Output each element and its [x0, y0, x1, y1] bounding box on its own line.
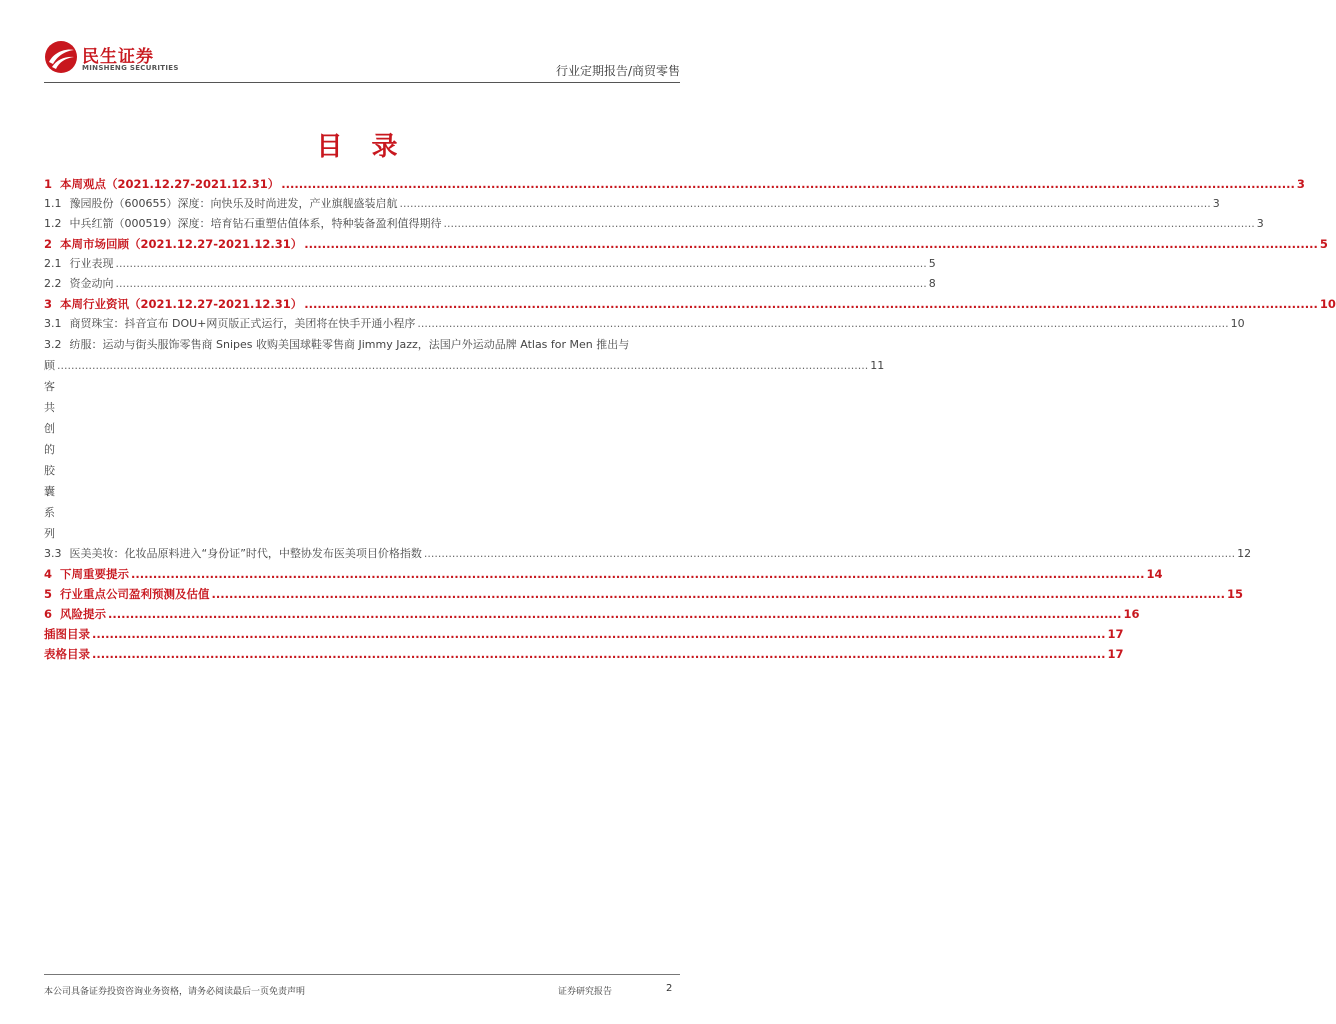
toc-entry-number: 1.2	[44, 217, 62, 230]
report-category: 行业定期报告/商贸零售	[555, 64, 680, 78]
toc-entry[interactable]	[44, 194, 1220, 214]
toc-entry-label: 中兵红箭（000519）深度：培育钻石重塑估值体系，特种装备盈利值得期待	[69, 217, 442, 230]
page-header	[0, 0, 724, 84]
toc-entry-label: 资金动向	[69, 277, 114, 290]
toc-entry-page: 14	[1146, 567, 1163, 581]
toc-entry-label: 本周行业资讯（2021.12.27-2021.12.31）	[60, 297, 303, 311]
toc-entry-label: 行业表现	[69, 257, 114, 270]
table-of-contents	[44, 174, 1336, 664]
toc-entry-number: 4	[44, 567, 53, 581]
toc-entry[interactable]	[44, 624, 1124, 644]
toc-entry-page: 8	[928, 277, 936, 290]
toc-entry[interactable]	[44, 314, 1245, 334]
toc-dot-leader	[57, 355, 868, 376]
toc-entry[interactable]	[44, 564, 1163, 584]
toc-entry-number: 6	[44, 607, 53, 621]
toc-entry-label: 纺服：运动与街头服饰零售商 Snipes 收购美国球鞋零售商 Jimmy Jazz，法国户外运动品牌 Atlas for Men 推出与	[69, 338, 630, 351]
footer-disclaimer: 本公司具备证券投资咨询业务资格，请务必阅读最后一页免责声明	[44, 987, 306, 997]
toc-entry[interactable]	[44, 604, 1140, 624]
toc-entry-page: 17	[1107, 627, 1124, 641]
toc-dot-leader	[304, 234, 1318, 254]
toc-dot-leader	[417, 314, 1228, 334]
toc-entry[interactable]	[44, 254, 936, 274]
toc-entry-label: 表格目录	[44, 647, 90, 661]
toc-entry-number: 2.1	[44, 257, 62, 270]
toc-dot-leader	[108, 604, 1122, 624]
toc-entry[interactable]	[44, 334, 885, 544]
toc-dot-leader	[92, 644, 1106, 664]
toc-entry[interactable]	[44, 294, 1336, 314]
toc-entry-number: 2	[44, 237, 53, 251]
toc-entry-page: 11	[870, 359, 885, 372]
toc-entry[interactable]	[44, 644, 1124, 664]
page-number: 2	[666, 983, 673, 994]
toc-entry-page: 17	[1107, 647, 1124, 661]
toc-entry-label: 医美美妆：化妆品原料进入“身份证”时代，中整协发布医美项目价格指数	[69, 547, 422, 560]
toc-entry-page: 16	[1123, 607, 1140, 621]
toc-entry-label: 本周观点（2021.12.27-2021.12.31）	[60, 177, 280, 191]
toc-entry-number: 3.3	[44, 547, 62, 560]
toc-entry[interactable]	[44, 274, 936, 294]
footer-divider	[44, 974, 680, 975]
toc-entry[interactable]	[44, 234, 1328, 254]
toc-entry[interactable]	[44, 214, 1264, 234]
logo-chinese-text: 民生证券	[82, 47, 154, 67]
toc-entry-label: 风险提示	[60, 607, 107, 621]
toc-entry-page: 3	[1256, 217, 1264, 230]
toc-entry-page: 5	[1319, 237, 1328, 251]
toc-entry-label: 本周市场回顾（2021.12.27-2021.12.31）	[60, 237, 303, 251]
toc-entry-label: 行业重点公司盈利预测及估值	[60, 587, 210, 601]
header-divider	[44, 82, 680, 83]
toc-dot-leader	[116, 274, 927, 294]
toc-entry-label-continued: 顾客共创的胶囊系列	[44, 359, 55, 540]
toc-entry-number: 2.2	[44, 277, 62, 290]
toc-heading: 目 录	[316, 132, 408, 162]
logo-english-text: MINSHENG SECURITIES	[82, 64, 179, 72]
toc-entry-number: 5	[44, 587, 53, 601]
toc-entry-number: 3.2	[44, 338, 62, 351]
toc-entry-label: 商贸珠宝：抖音宣布 DOU+网页版正式运行，美团将在快手开通小程序	[69, 317, 416, 330]
toc-entry-page: 5	[928, 257, 936, 270]
toc-entry[interactable]	[44, 584, 1244, 604]
toc-entry-page: 12	[1237, 547, 1252, 560]
toc-entry-label: 豫园股份（600655）深度：向快乐及时尚进发，产业旗舰盛装启航	[69, 197, 398, 210]
toc-entry-number: 1.1	[44, 197, 62, 210]
toc-entry-page: 10	[1230, 317, 1245, 330]
toc-entry-page: 10	[1319, 297, 1336, 311]
toc-dot-leader	[131, 564, 1145, 584]
toc-entry[interactable]	[44, 174, 1305, 194]
minsheng-logo-icon	[44, 40, 78, 74]
toc-dot-leader	[281, 174, 1295, 194]
toc-entry-label: 插图目录	[44, 627, 90, 641]
toc-entry[interactable]	[44, 544, 1252, 564]
toc-entry-page: 3	[1296, 177, 1305, 191]
toc-dot-leader	[304, 294, 1318, 314]
toc-dot-leader	[116, 254, 927, 274]
company-logo	[44, 40, 184, 78]
toc-dot-leader	[444, 214, 1255, 234]
toc-dot-leader	[212, 584, 1226, 604]
toc-entry-number: 1	[44, 177, 53, 191]
toc-entry-number: 3	[44, 297, 53, 311]
toc-entry-number: 3.1	[44, 317, 62, 330]
toc-dot-leader	[400, 194, 1211, 214]
footer-report-label: 证券研究报告	[558, 987, 613, 997]
toc-entry-page: 15	[1227, 587, 1244, 601]
toc-dot-leader	[424, 544, 1235, 564]
toc-dot-leader	[92, 624, 1106, 644]
toc-entry-page: 3	[1212, 197, 1220, 210]
toc-entry-label: 下周重要提示	[60, 567, 130, 581]
